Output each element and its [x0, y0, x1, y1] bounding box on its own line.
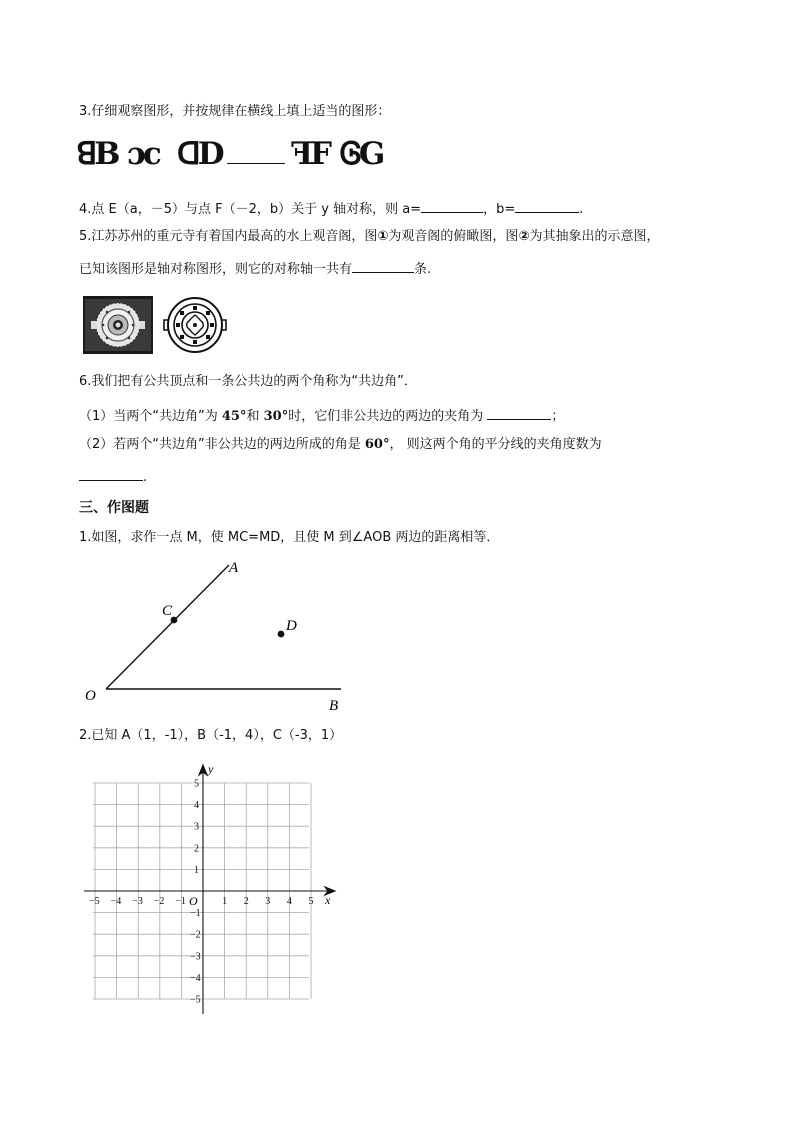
x-tick-label: 5	[308, 896, 314, 907]
y-axis-label: y	[208, 762, 214, 776]
x-tick-label: 4	[286, 896, 292, 907]
origin-label: O	[189, 894, 198, 908]
q4-mid: ，b=	[483, 202, 516, 217]
q3-symbol-row	[76, 136, 406, 176]
section-title: 三、作图题	[79, 500, 149, 516]
q5-text-b: 为观音阁的俯瞰图，图	[388, 229, 519, 244]
y-tick-label: 4	[194, 800, 199, 812]
q5-figure-1-ref: ①	[377, 229, 389, 244]
y-tick-label: −2	[190, 929, 201, 941]
tick-labels	[89, 779, 314, 1006]
q6-part2-angle: 60°	[364, 437, 390, 452]
q4-line	[79, 198, 583, 219]
q5-text-c: 为其抽象出的示意图，	[529, 229, 660, 244]
q4-prefix: 4.点 E（a，－5）与点 F（－2，b）关于 y 轴对称，则 a=	[79, 202, 422, 217]
label-b: B	[329, 698, 339, 714]
q3-symbol-4: ꟻF	[291, 136, 330, 172]
q6-part2-end: .	[143, 470, 148, 485]
q3-symbol-1: ꓭB	[76, 136, 118, 172]
q6-part1-end: ；	[551, 409, 565, 424]
y-tick-label: 2	[194, 843, 199, 855]
q5-text-d: 已知该图形是轴对称图形，则它的对称轴一共有	[79, 262, 353, 277]
y-tick-label: −4	[190, 972, 201, 984]
x-tick-label: −4	[110, 896, 122, 907]
q6-part1-blank[interactable]	[487, 405, 551, 420]
x-tick-label: −3	[132, 896, 143, 907]
q6-part1-angle-1: 45°	[221, 409, 247, 424]
coordinate-grid	[80, 758, 345, 1020]
y-tick-label: −5	[190, 994, 201, 1006]
q6-part2-blank[interactable]	[79, 466, 143, 481]
q6-part2-text-a: （2）若两个“共边角”非公共边的两边所成的角是	[79, 437, 361, 452]
q6-part1-text-a: （1）当两个“共边角”为	[79, 409, 218, 424]
x-tick-label: −2	[153, 896, 165, 907]
q6-part1-text-b: 和	[246, 409, 260, 424]
y-tick-label: 5	[194, 778, 199, 790]
ray-oa	[106, 565, 229, 689]
q3-symbol-2: ɔc	[127, 136, 159, 172]
q5-line1	[79, 228, 659, 246]
q3-text: 3.仔细观察图形，并按规律在横线上填上适当的图形：	[79, 104, 391, 119]
pavilion-aerial-photo	[83, 296, 153, 354]
y-tick-label: −3	[190, 951, 201, 963]
q5-figure-2-ref: ②	[518, 229, 530, 244]
q4-blank-a[interactable]	[421, 198, 483, 213]
q6-intro: 6.我们把有公共顶点和一条公共边的两个角称为“共边角”．	[79, 374, 417, 389]
q3-answer-blank[interactable]	[227, 163, 285, 164]
s2-text: 2.已知 A（1，-1），B（-1，4），C（-3，1）	[79, 728, 343, 743]
y-tick-label: 1	[194, 864, 199, 876]
x-tick-label: −1	[175, 896, 187, 907]
q4-blank-b[interactable]	[515, 198, 579, 213]
q4-suffix: .	[579, 202, 584, 217]
q6-part1-text-c: 时，它们非公共边的两边的夹角为	[288, 409, 484, 424]
x-tick-label: 2	[243, 896, 249, 907]
q6-part1	[79, 405, 564, 426]
q5-line2	[79, 258, 431, 279]
q5-blank[interactable]	[352, 258, 414, 273]
x-tick-label: −5	[89, 896, 100, 907]
point-d	[278, 631, 285, 638]
x-axis-label: x	[325, 893, 331, 907]
pavilion-schematic	[160, 294, 230, 356]
axes	[84, 765, 335, 1014]
q3-symbol-5: ᎶG	[340, 136, 383, 172]
x-tick-label: 1	[222, 896, 228, 907]
label-a: A	[229, 560, 239, 576]
q5-text-a: 5.江苏苏州的重元寺有着国内最高的水上观音阁，图	[79, 229, 378, 244]
label-d: D	[286, 618, 297, 634]
q3-symbol-3: ᗡD	[177, 136, 222, 172]
q6-part1-angle-2: 30°	[263, 409, 289, 424]
angle-aob-figure	[80, 556, 360, 716]
y-tick-label: 3	[194, 821, 199, 833]
q6-part2-text-b: ， 则这两个角的平分线的夹角度数为	[389, 437, 602, 452]
q5-text-e: 条.	[414, 262, 432, 277]
q6-part2-answer	[79, 466, 147, 487]
x-tick-label: 3	[265, 896, 271, 907]
q6-part2	[79, 436, 602, 454]
label-c: C	[162, 603, 173, 619]
label-o: O	[85, 688, 96, 704]
y-tick-label: −1	[190, 908, 201, 920]
s1-text: 1.如图，求作一点 M，使 MC=MD，且使 M 到∠AOB 两边的距离相等．	[79, 530, 500, 545]
